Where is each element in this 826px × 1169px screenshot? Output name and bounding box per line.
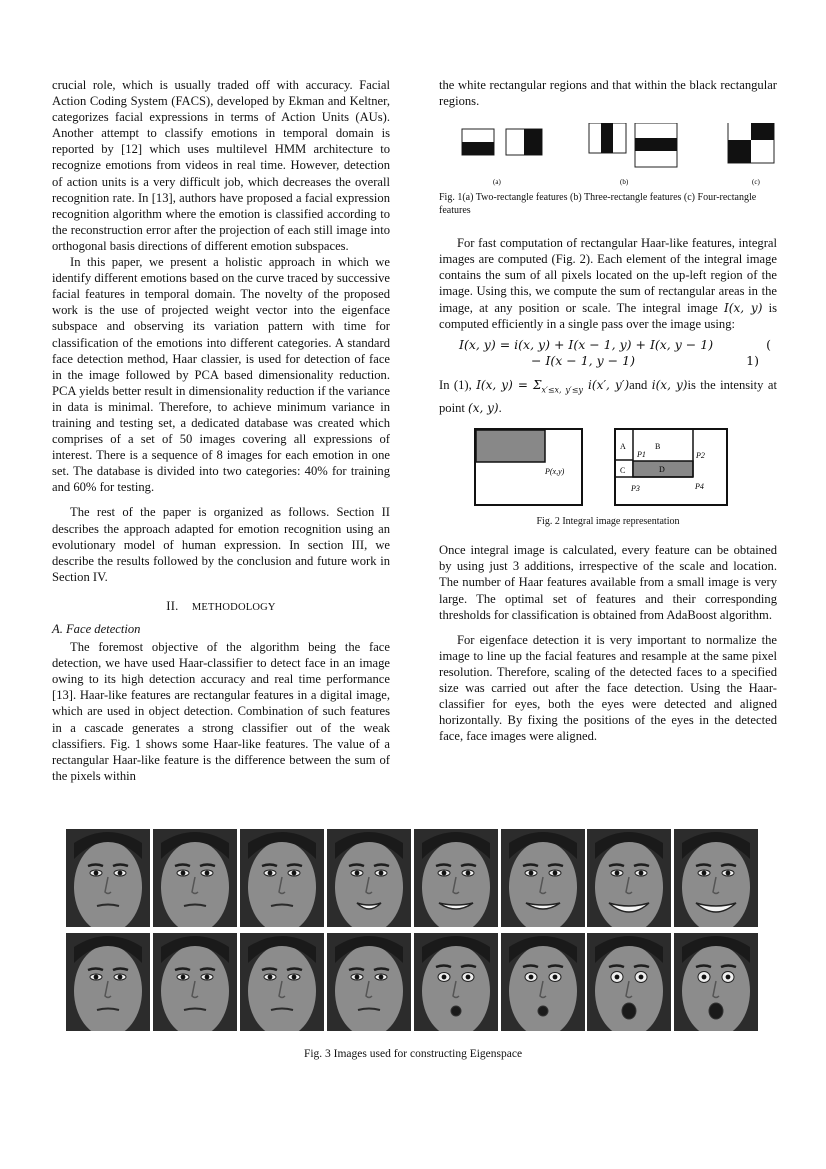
label-b: B: [655, 442, 661, 452]
def-text-1: In (1),: [439, 377, 477, 392]
def-math-sub: x′≤x, y′≤y: [541, 385, 583, 395]
section-number: II.: [166, 598, 179, 613]
organization-paragraph: The rest of the paper is organized as follows. Section II describes the approach adapted for emotion recognition using an evolutionary model of human expression. In section III, we describe the results followed by the conclusion and future work in Section IV.: [52, 505, 390, 584]
fig1-label-c: (c): [752, 178, 760, 187]
equation-1: [439, 337, 777, 373]
face-image-neutral: [153, 933, 237, 1031]
face-image-neutral: [66, 829, 150, 927]
def-math-1: I(x, y) = Σ: [476, 377, 542, 392]
approach-paragraph: In this paper, we present a holistic approach in which we identify different emotions based on the curve traced by successive facial features in temporal domain. The novelty of the proposed work is the use of projected weight vector into the eigenface subspace and observing its variation pattern with time for classification of the emotions into different categories. A standard face detection method, Haar classier, is used for detection of face in the image followed by PCA based dimensionality reduction. PCA yields better result in dimensionality reduction if the variance in data is minimal. Therefore, to achieve minimum variance in training and testing set, a dedicated database was created which comprises of a set of 50 images covering all expressions of interest. There is a sequence of 8 images for each emotion in one set. The database is divided into two categories: 40% for training and 60% for testing.: [52, 255, 390, 495]
face-detection-paragraph: The foremost objective of the algorithm being the face detection, we have used Haar-classifier to detect face in an image owing to its high detection accuracy and real time performance [13]. Haar-like features are rectangular features in a digital image, which are used in object detection. Combination of such features in a cascade generates a strong classifier out of the weak classifiers. Fig. 1 shows some Haar-like features. The value of a rectangular Haar-like feature is the difference between the sum of the pixels within: [52, 640, 390, 783]
integral-image-left: [475, 429, 582, 505]
face-image-neutral: [66, 933, 150, 1031]
figure-2-caption: Fig. 2 Integral image representation: [536, 516, 680, 528]
face-image-big-surprise: [587, 933, 671, 1031]
figure-1-caption: Fig. 1(a) Two-rectangle features (b) Three-rectangle features (c) Four-rectangle features: [439, 192, 757, 217]
face-image-surprise: [501, 933, 585, 1031]
integral-definition-paragraph: [439, 376, 777, 418]
face-image-smile: [501, 829, 585, 927]
figure-1-haar-features: [439, 123, 777, 187]
face-image-neutral: [327, 933, 411, 1031]
fig1-label-a: (a): [493, 178, 501, 187]
label-a: A: [620, 442, 626, 452]
face-image-surprise: [414, 933, 498, 1031]
label-d: D: [659, 465, 665, 475]
label-p2: P2: [696, 451, 705, 461]
face-image-big-smile: [587, 829, 671, 927]
label-p4: P4: [695, 482, 704, 492]
right-column: [439, 77, 777, 744]
face-image-neutral: [153, 829, 237, 927]
figure-3-caption: Fig. 3 Images used for constructing Eigenspace: [303, 1048, 523, 1060]
adaboost-paragraph: Once integral image is calculated, every feature can be obtained by using just 3 additions, irrespective of the scale and location. The number of Haar features available from a small image is very large. The optimal set of features and their corresponding thresholds for classification is obtained from AdaBoost algorithm.: [439, 543, 777, 622]
figure-2-integral-image: [439, 425, 777, 521]
integral-image-right: [615, 429, 727, 505]
equation-number-open: (: [766, 336, 771, 352]
def-text-4: .: [498, 401, 502, 416]
equation-number-close: 1): [746, 352, 759, 368]
integral-image-paragraph: [439, 235, 777, 332]
haar-feature-a1: [462, 129, 494, 155]
haar-paragraph-continued: the white rectangular regions and that within the black rectangular regions.: [439, 78, 777, 109]
section-heading: [52, 598, 390, 616]
integral-math-1: I(x, y): [724, 300, 763, 315]
integral-image-diagram: [439, 425, 777, 521]
label-c: C: [620, 466, 626, 476]
face-image-smile: [414, 829, 498, 927]
def-math-4: (x, y): [468, 401, 499, 416]
integral-text-2: is computed efficiently in a single pass over the image using:: [439, 300, 777, 331]
equation-line-1: I(x, y) = i(x, y) + I(x − 1, y) + I(x, y − 1): [459, 336, 714, 352]
section-title: METHODOLOGY: [191, 601, 276, 613]
haar-feature-c: [728, 123, 774, 163]
equation-line-2: − I(x − 1, y − 1): [531, 352, 635, 368]
subsection-heading: A. Face detection: [52, 622, 141, 636]
haar-feature-b1: [589, 123, 626, 153]
left-column: [52, 77, 390, 784]
face-image-big-smile: [674, 829, 758, 927]
fig1-label-b: (b): [620, 178, 629, 187]
integral-text-1: For fast computation of rectangular Haar-like features, integral images are computed (Fig. 2). Each element of the integral image contains the sum of all pixels located on the up-left region of the image. Using this, we compute the sum of rectangular areas in the image, at any position or scale. The integral image: [439, 236, 777, 315]
intro-paragraph-continued: crucial role, which is usually traded off with accuracy. Facial Action Coding System (FACS), developed by Ekman and Keltner, categorizes facial expressions in terms of Action Units (AUs). Another attempt to classify emotions in temporal domain is reported by [12] which uses multilevel HMM architecture to recognize emotions from videos in real time. However, detection of action units is a very difficult job, which decreases the overall recognition rate. In [13], authors have proposed a facial expression recognition algorithm where the emotion is classified according to the reconstruction error after the projection of each still image into orthogonal basis directions of different emotion subspaces.: [52, 78, 390, 253]
face-image-neutral: [240, 829, 324, 927]
haar-features-diagram: [439, 123, 777, 187]
haar-feature-b2: [635, 123, 677, 167]
face-image-neutral: [240, 933, 324, 1031]
def-math-3: i(x, y): [651, 377, 688, 392]
label-p1: P1: [637, 450, 646, 460]
face-image-big-surprise: [674, 933, 758, 1031]
eigenface-paragraph: For eigenface detection it is very important to normalize the image to line up the facial features and resample at the same pixel resolution. Therefore, scaling of the detected faces to a specified size was carried out after the face detection. Using the Haar-classifier for eyes, both the eyes were detected and aligned horizontally. By fixing the positions of the eyes in the detected face, face images were aligned.: [439, 632, 777, 744]
figure-3-face-images: [66, 829, 758, 1032]
def-text-3: is the intensity at point: [439, 377, 777, 416]
label-pxy: P(x,y): [545, 467, 565, 477]
face-image-slight-smile: [327, 829, 411, 927]
def-math-2: i(x′, y′): [582, 377, 630, 392]
haar-feature-a2: [506, 129, 542, 155]
label-p3: P3: [631, 484, 640, 494]
def-text-2: and: [629, 377, 652, 392]
